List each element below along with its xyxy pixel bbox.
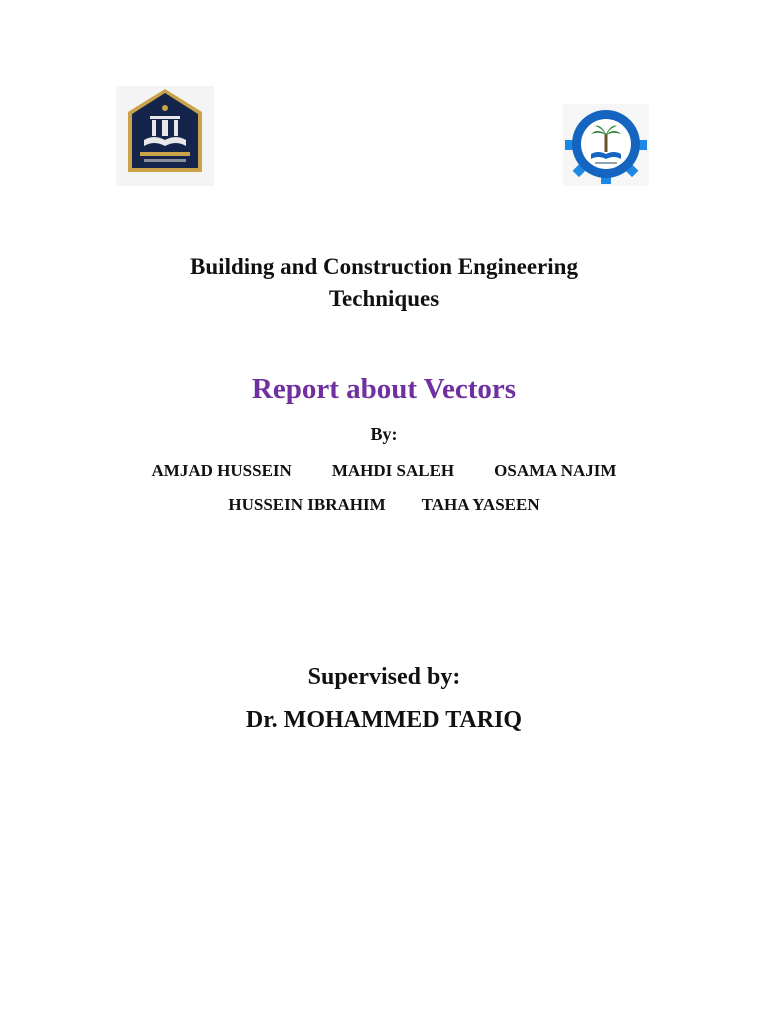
authors-row-1 [0, 461, 768, 481]
supervised-label: Supervised by: [307, 664, 461, 690]
author-name: HUSSEIN IBRAHIM [228, 495, 386, 514]
report-title: Report about Vectors [251, 373, 517, 405]
author-name: OSAMA NAJIM [494, 461, 617, 480]
by-label: By: [370, 424, 398, 444]
author-name: MAHDI SALEH [331, 461, 455, 480]
college-logo [563, 104, 649, 186]
department-line-2: Techniques [328, 286, 440, 311]
author-name: AMJAD HUSSEIN [151, 461, 292, 480]
university-logo [116, 86, 214, 186]
supervisor-name: Dr. MOHAMMED TARIQ [245, 707, 523, 733]
authors-row-2 [0, 495, 768, 515]
author-name: TAHA YASEEN [421, 495, 540, 514]
department-line-1: Building and Construction Engineering [190, 254, 578, 279]
department-title [0, 251, 768, 315]
